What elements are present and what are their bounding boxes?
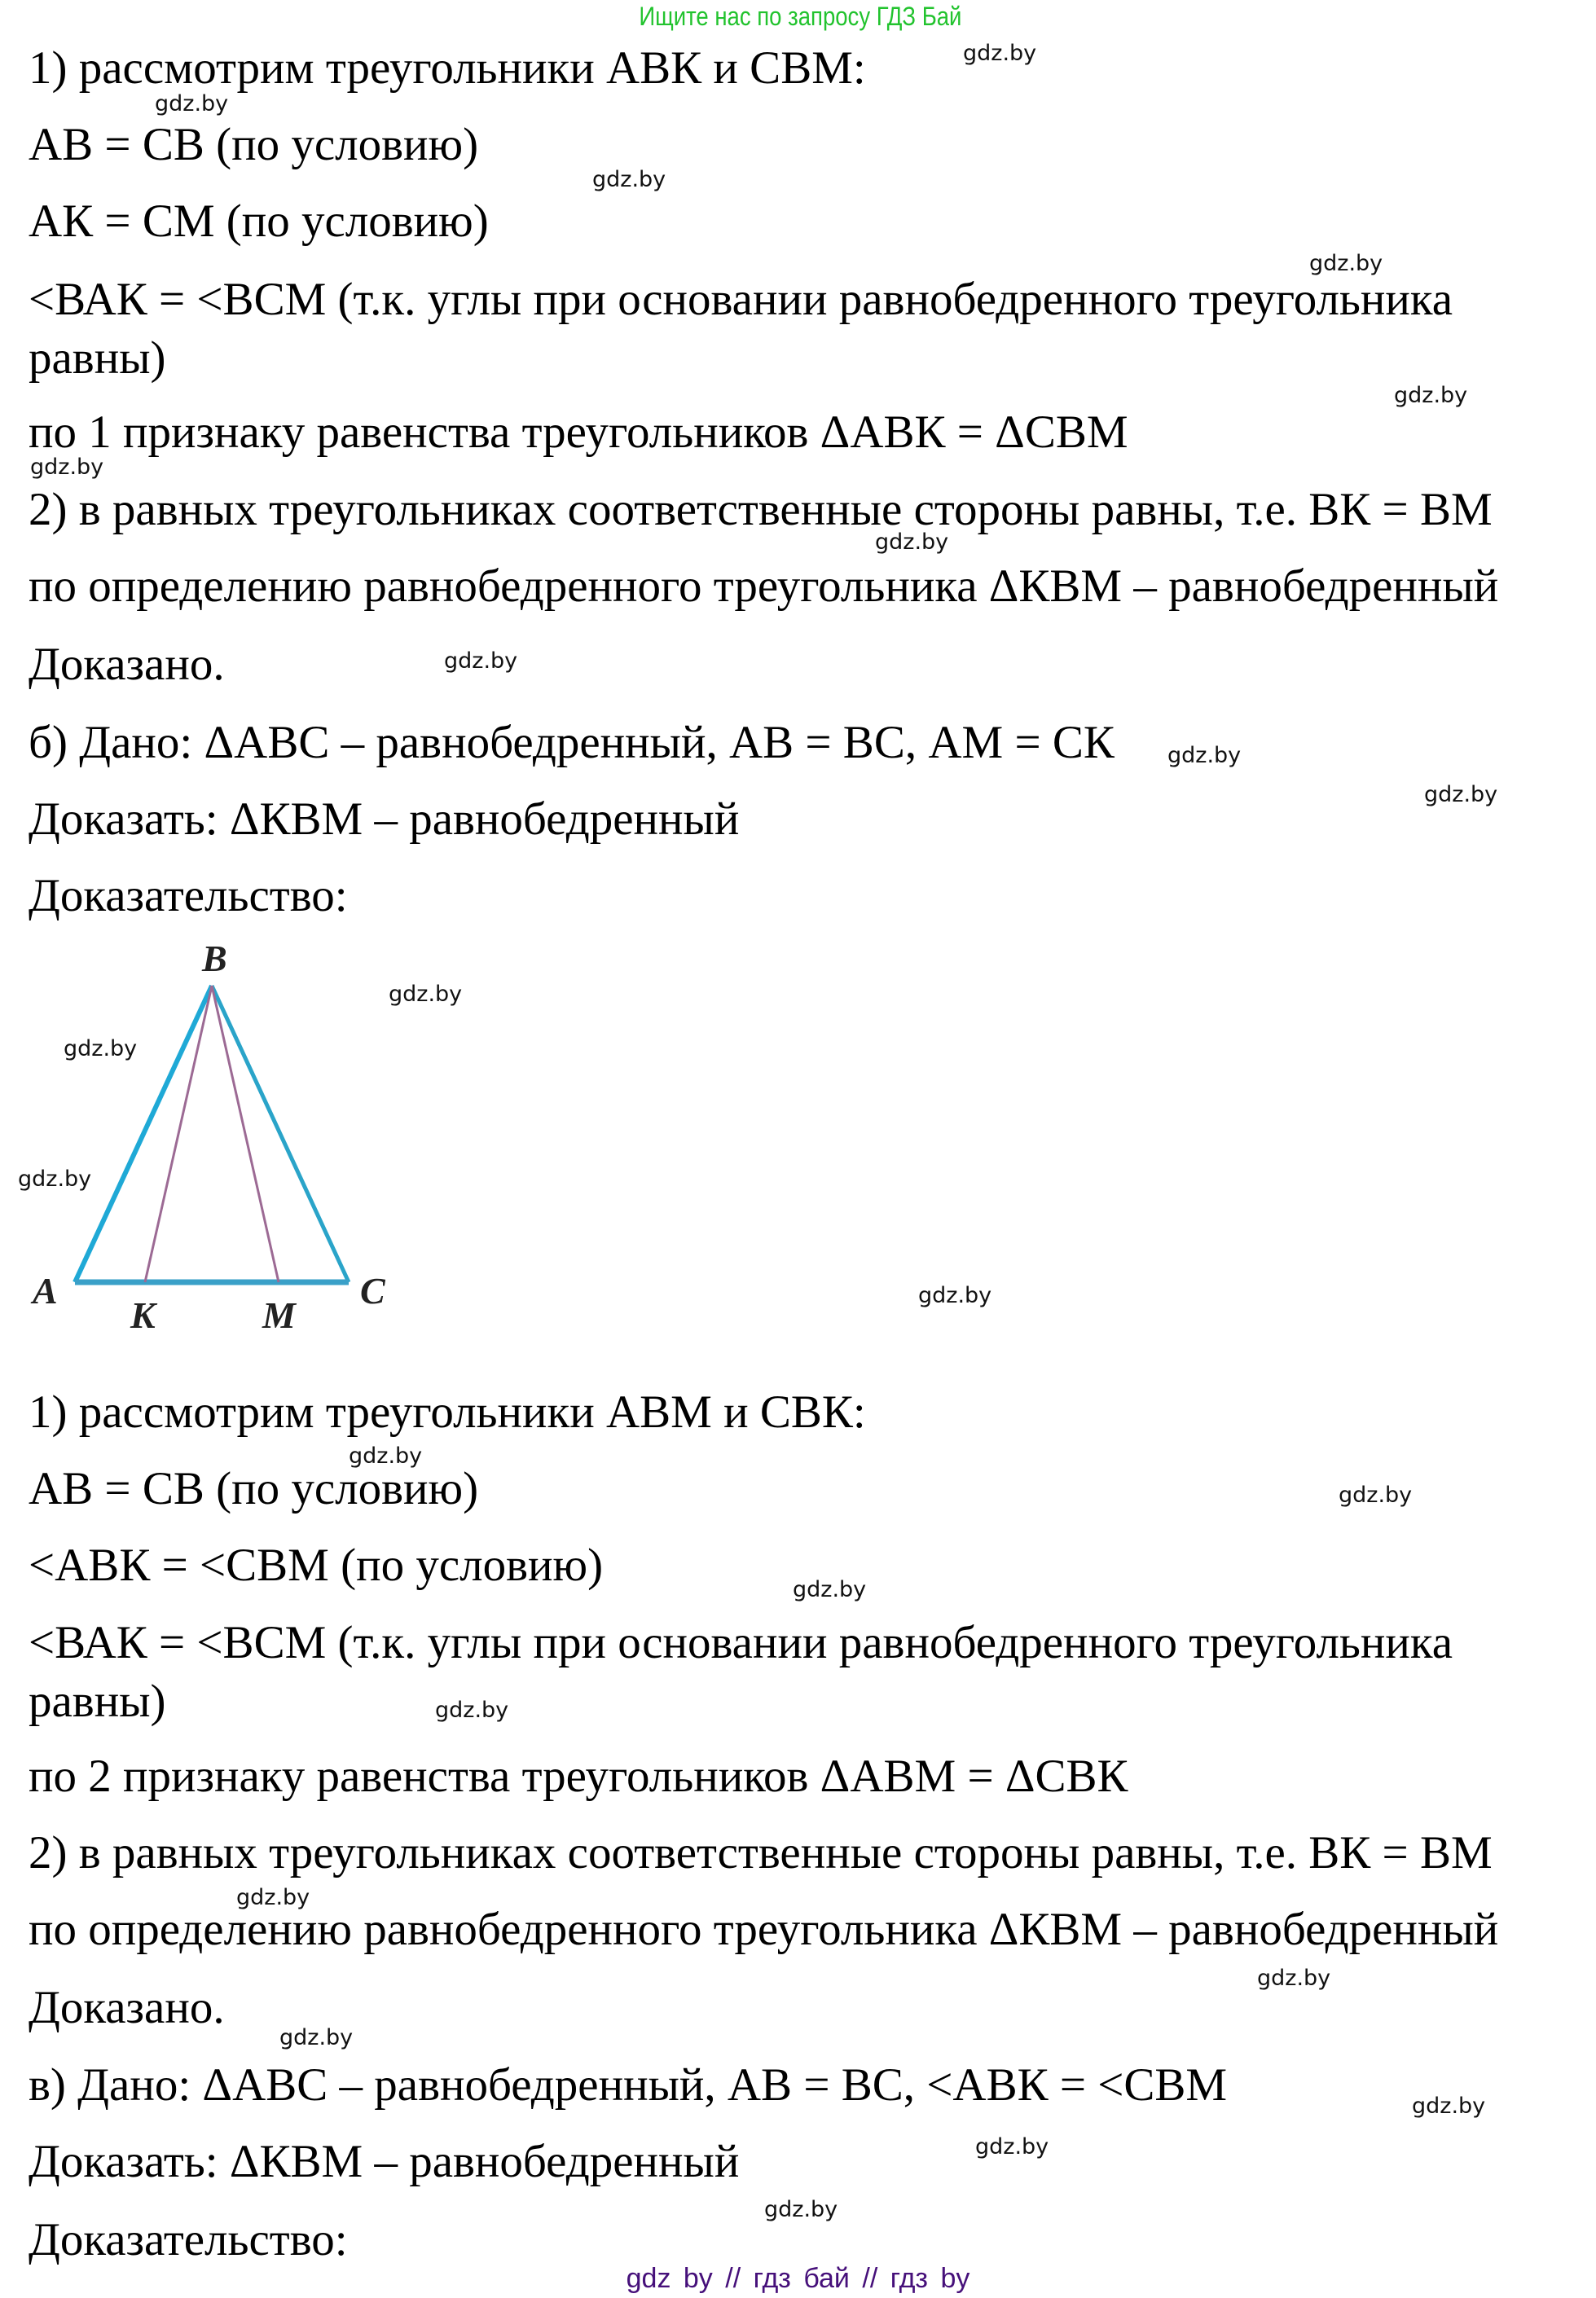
watermark: gdz.by (444, 648, 518, 674)
watermark: gdz.by (155, 91, 229, 116)
text-line: <ВАК = <ВСМ (т.к. углы при основании равнобедренного треугольника (29, 274, 1453, 325)
isosceles-triangle-diagram (0, 929, 440, 1369)
watermark: gdz.by (64, 1036, 138, 1061)
prove-text: Доказать: ΔКВМ – равнобедренный (29, 793, 740, 845)
watermark: gdz.by (793, 1577, 867, 1602)
footer-brand-links: gdz by // гдз бай // гдз by (626, 2263, 970, 2294)
point-label-m: M (262, 1294, 296, 1336)
segment-bm (212, 986, 279, 1282)
watermark: gdz.by (975, 2134, 1049, 2160)
proof-label: Доказательство: (29, 870, 348, 921)
conclusion-text: Доказано. (29, 639, 225, 690)
text-line: по 1 признаку равенства треугольников ΔАВК = ΔСВМ (29, 406, 1128, 458)
watermark: gdz.by (1257, 1966, 1331, 1991)
segment-bk (145, 986, 212, 1282)
text-line: АК = СМ (по условию) (29, 196, 489, 247)
text-line: равны) (29, 332, 166, 384)
prove-text: Доказать: ΔКВМ – равнобедренный (29, 2136, 740, 2187)
text-line: 2) в равных треугольниках соответственные стороны равны, т.е. ВК = ВМ (29, 1827, 1493, 1878)
text-line: 1) рассмотрим треугольники АВМ и СВК: (29, 1386, 866, 1438)
watermark: gdz.by (236, 1885, 310, 1910)
text-line: АВ = СВ (по условию) (29, 1463, 479, 1514)
text-line: по определению равнобедренного треугольника ΔКВМ – равнобедренный (29, 560, 1499, 612)
text-line: по 2 признаку равенства треугольников ΔАВМ = ΔСВК (29, 1751, 1128, 1802)
watermark: gdz.by (963, 41, 1037, 66)
watermark: gdz.by (1412, 2094, 1486, 2119)
watermark: gdz.by (435, 1698, 509, 1723)
text-line: <ВАК = <ВСМ (т.к. углы при основании равнобедренного треугольника (29, 1617, 1453, 1668)
given-text: б) Дано: ΔАВС – равнобедренный, АВ = ВС, АМ = СК (29, 717, 1115, 768)
text-line: 1) рассмотрим треугольники АВК и СВМ: (29, 42, 866, 94)
point-label-k: K (130, 1294, 156, 1336)
watermark: gdz.by (1309, 251, 1383, 276)
text-line: 2) в равных треугольниках соответственные стороны равны, т.е. ВК = ВМ (29, 484, 1493, 535)
text-line: по определению равнобедренного треугольника ΔКВМ – равнобедренный (29, 1904, 1499, 1955)
given-text: в) Дано: ΔАВС – равнобедренный, АВ = ВС, <АВК = <СВМ (29, 2059, 1228, 2111)
text-line: равны) (29, 1676, 166, 1727)
watermark: gdz.by (18, 1167, 92, 1192)
watermark: gdz.by (279, 2025, 354, 2050)
search-hint-banner: Ищите нас по запросу ГДЗ Бай (639, 2, 962, 31)
watermark: gdz.by (918, 1283, 992, 1308)
vertex-label-b: B (202, 938, 227, 979)
watermark: gdz.by (592, 167, 666, 192)
proof-label: Доказательство: (29, 2214, 348, 2265)
watermark: gdz.by (30, 455, 104, 480)
vertex-label-c: C (360, 1270, 385, 1312)
watermark: gdz.by (764, 2197, 838, 2222)
conclusion-text: Доказано. (29, 1982, 225, 2033)
watermark: gdz.by (389, 982, 463, 1007)
side-bc (212, 986, 349, 1282)
watermark: gdz.by (1424, 782, 1498, 807)
watermark: gdz.by (349, 1443, 423, 1469)
watermark: gdz.by (1167, 743, 1242, 768)
watermark: gdz.by (875, 529, 949, 555)
watermark: gdz.by (1339, 1483, 1413, 1508)
vertex-label-a: A (33, 1270, 58, 1312)
side-ab (75, 986, 212, 1282)
text-line: <АВК = <СВМ (по условию) (29, 1540, 604, 1591)
watermark: gdz.by (1394, 383, 1468, 408)
text-line: АВ = СВ (по условию) (29, 119, 479, 170)
